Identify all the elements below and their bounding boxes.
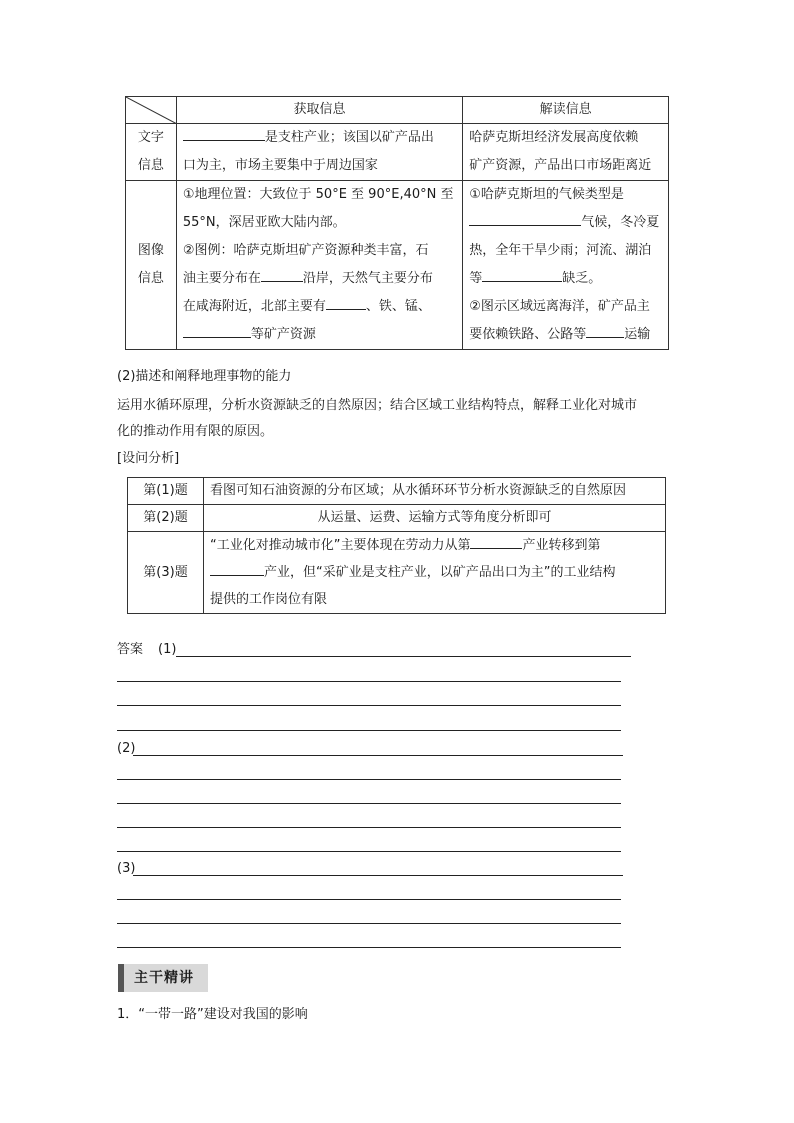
- answer-line[interactable]: [117, 827, 621, 828]
- answer-blank[interactable]: [469, 210, 581, 226]
- answer-line[interactable]: [117, 803, 621, 804]
- diagonal-header-cell: [126, 97, 177, 124]
- answer-line[interactable]: [117, 779, 621, 780]
- cell-text: 运输: [624, 327, 651, 342]
- answer-blank[interactable]: [183, 125, 265, 141]
- answer-blank[interactable]: [482, 266, 562, 282]
- cell-text: 产业转移到第: [522, 538, 601, 553]
- cell-text: 、铁、锰、: [365, 299, 431, 314]
- analysis-table: [127, 477, 666, 614]
- row-label-line: 信息: [137, 271, 164, 286]
- section-title: (2)描述和阐释地理事物的能力: [117, 369, 292, 384]
- answer-q2-label: (2): [117, 741, 136, 756]
- cell-line: 矿产资源，产品出口市场距离近: [469, 158, 652, 173]
- cell-line: 热，全年干旱少雨；河流、湖泊: [469, 243, 652, 258]
- main-heading: 主干精讲: [118, 964, 208, 992]
- answer-line[interactable]: [117, 730, 621, 731]
- answer-line[interactable]: [117, 851, 621, 852]
- diagonal-line-icon: [126, 97, 177, 124]
- cell-text: 气候，冬冷夏: [581, 215, 660, 230]
- cell-line: ①地理位置：大致位于 50°E 至 90°E,40°N 至: [182, 187, 454, 202]
- cell-text: 等矿产资源: [250, 327, 316, 342]
- answer-line[interactable]: [117, 947, 621, 948]
- answer-line[interactable]: [117, 899, 621, 900]
- cell-line: [469, 209, 662, 237]
- cell-line: ②图示区域远离海洋，矿产品主: [469, 299, 650, 314]
- answer-line[interactable]: [133, 875, 623, 876]
- q-hint: 看图可知石油资源的分布区域；从水循环环节分析水资源缺乏的自然原因: [204, 478, 666, 505]
- item-heading: 1．“一带一路”建设对我国的影响: [117, 1007, 308, 1022]
- cell-line: [469, 265, 662, 293]
- cell-text: 等: [469, 271, 483, 286]
- cell-line: 55°N，深居亚欧大陆内部。: [182, 215, 346, 230]
- cell-line: [183, 124, 456, 152]
- row-label-line: 文字: [137, 130, 164, 145]
- cell-image-interpret: [463, 181, 669, 350]
- cell-text: 要依赖铁路、公路等: [469, 327, 587, 342]
- cell-line: 口为主，市场主要集中于周边国家: [182, 158, 378, 173]
- answer-blank[interactable]: [470, 533, 522, 549]
- answer-q1-label: (1): [158, 642, 177, 657]
- row-label-line: 图像: [137, 243, 164, 258]
- q-label: 第(1)题: [128, 478, 204, 505]
- info-table: [125, 96, 669, 350]
- cell-line: ①哈萨克斯坦的气候类型是: [469, 187, 624, 202]
- cell-line: [183, 293, 456, 321]
- answer-line[interactable]: [133, 755, 623, 756]
- cell-text: 是支柱产业；该国以矿产品出: [264, 130, 434, 145]
- analysis-label: [设问分析]: [117, 451, 180, 466]
- cell-line: [469, 321, 662, 349]
- answer-line[interactable]: [117, 681, 621, 682]
- answer-blank[interactable]: [261, 266, 303, 282]
- q-hint: [204, 532, 666, 614]
- cell-line: ②图例：哈萨克斯坦矿产资源种类丰富，石: [182, 243, 429, 258]
- answer-label: 答案: [117, 642, 144, 657]
- q-label: 第(3)题: [128, 532, 204, 614]
- cell-line: 提供的工作岗位有限: [210, 592, 328, 607]
- cell-text-interpret: [463, 124, 669, 181]
- section-body-line: 化的推动作用有限的原因。: [117, 424, 274, 439]
- cell-line: 哈萨克斯坦经济发展高度依赖: [469, 130, 639, 145]
- cell-text-obtain: [176, 124, 462, 181]
- answer-line[interactable]: [117, 705, 621, 706]
- cell-text: 在咸海附近，北部主要有: [182, 299, 326, 314]
- answer-line[interactable]: [117, 923, 621, 924]
- cell-image-obtain: [176, 181, 462, 350]
- row-label-text-info: [126, 124, 177, 181]
- answer-blank[interactable]: [586, 322, 624, 338]
- answer-blank[interactable]: [183, 322, 251, 338]
- header-interpret-info: 解读信息: [463, 97, 669, 124]
- q-hint: 从运量、运费、运输方式等角度分析即可: [204, 505, 666, 532]
- answer-line[interactable]: [176, 656, 631, 657]
- answer-blank[interactable]: [326, 294, 366, 310]
- cell-line: [183, 321, 456, 349]
- row-label-line: 信息: [137, 158, 164, 173]
- answer-blank[interactable]: [210, 560, 264, 576]
- q-label: 第(2)题: [128, 505, 204, 532]
- header-obtain-info: 获取信息: [176, 97, 462, 124]
- row-label-image-info: [126, 181, 177, 350]
- cell-text: 沿岸，天然气主要分布: [302, 271, 433, 286]
- cell-line: [210, 559, 659, 586]
- cell-text: 产业，但“采矿业是支柱产业，以矿产品出口为主”的工业结构: [264, 565, 616, 580]
- cell-text: 缺乏。: [562, 271, 602, 286]
- cell-text: 油主要分布在: [182, 271, 261, 286]
- cell-line: [183, 265, 456, 293]
- answer-q3-label: (3): [117, 861, 136, 876]
- cell-line: [210, 532, 659, 559]
- cell-text: “工业化对推动城市化”主要体现在劳动力从第: [210, 538, 471, 553]
- section-body-line: 运用水循环原理，分析水资源缺乏的自然原因；结合区域工业结构特点，解释工业化对城市: [117, 398, 638, 413]
